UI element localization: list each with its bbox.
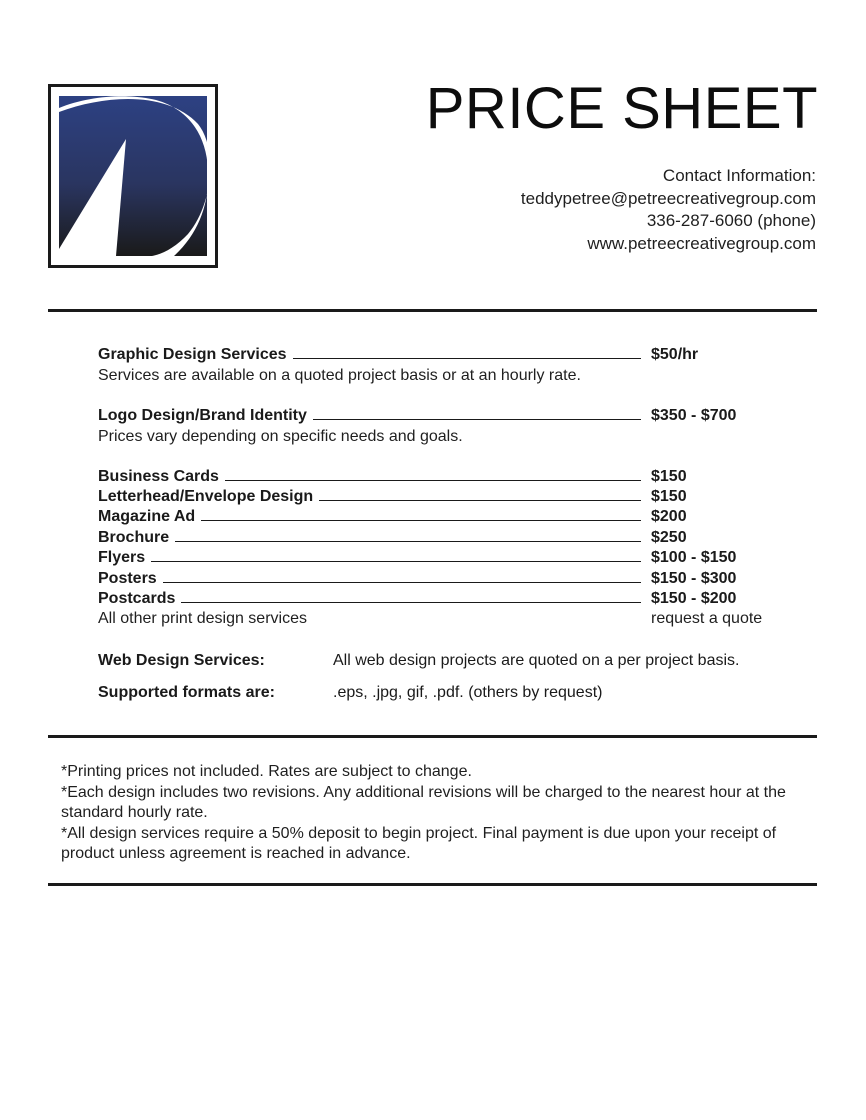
service-description: Services are available on a quoted project basis or at an hourly rate. [98,367,581,384]
formats-row [98,683,798,703]
formats-value: .eps, .jpg, gif, .pdf. (others by request) [333,684,603,701]
service-price: $250 [651,529,687,546]
footnote: *All design services require a 50% deposit to begin project. Final payment is due upon your receipt of product unless agreement is reached in advance. [61,824,777,862]
contact-heading: Contact Information: [662,166,816,185]
footnote: *Each design includes two revisions. Any additional revisions will be charged to the nearest hour at the standard hourly rate. [61,783,786,821]
service-price: $150 [651,468,687,485]
bottom-divider [48,883,817,886]
price-row-postcards [98,589,770,609]
service-name: Magazine Ad [98,507,201,527]
company-logo [48,84,218,268]
price-row-magazine-ad [98,507,770,527]
price-row-graphic-design [98,345,770,365]
service-name: Postcards [98,589,181,609]
service-name: Letterhead/Envelope Design [98,487,319,507]
service-price: $150 - $200 [651,590,737,607]
contact-website[interactable]: www.petreecreativegroup.com [587,233,816,253]
service-price: $50/hr [651,346,699,363]
service-name: Business Cards [98,467,225,487]
price-row-letterhead [98,487,770,507]
page-title: PRICE SHEET [425,76,818,141]
leader-line [98,561,641,562]
contact-email[interactable]: teddypetree@petreecreativegroup.com [520,188,816,208]
price-row-business-cards [98,467,770,487]
price-row-logo-design [98,406,770,426]
web-design-row [98,651,798,671]
service-price: $200 [651,508,687,525]
service-name: Flyers [98,548,151,568]
service-price: $150 - $300 [651,570,737,587]
other-print-label: All other print design services [98,610,307,627]
leader-line [98,541,641,542]
service-name: Posters [98,569,163,589]
d-logo-icon [48,84,218,268]
service-price: $350 - $700 [651,407,737,424]
service-description: Prices vary depending on specific needs and goals. [98,428,463,445]
price-row-flyers [98,548,770,568]
formats-label: Supported formats are: [98,684,275,701]
middle-divider [48,735,817,738]
other-print-row [98,609,770,629]
contact-block [521,165,816,255]
service-name: Brochure [98,528,175,548]
other-print-price: request a quote [651,610,763,627]
service-name: Logo Design/Brand Identity [98,406,313,426]
service-price: $150 [651,488,687,505]
price-row-brochure [98,528,770,548]
price-row-posters [98,569,770,589]
service-name: Graphic Design Services [98,345,293,365]
footnotes [61,762,821,865]
top-divider [48,309,817,312]
web-design-value: All web design projects are quoted on a per project basis. [333,652,740,669]
footnote: *Printing prices not included. Rates are subject to change. [61,763,472,780]
web-design-label: Web Design Services: [98,652,265,669]
leader-line [98,582,641,583]
contact-phone: 336-287-6060 (phone) [646,211,816,230]
service-price: $100 - $150 [651,549,737,566]
